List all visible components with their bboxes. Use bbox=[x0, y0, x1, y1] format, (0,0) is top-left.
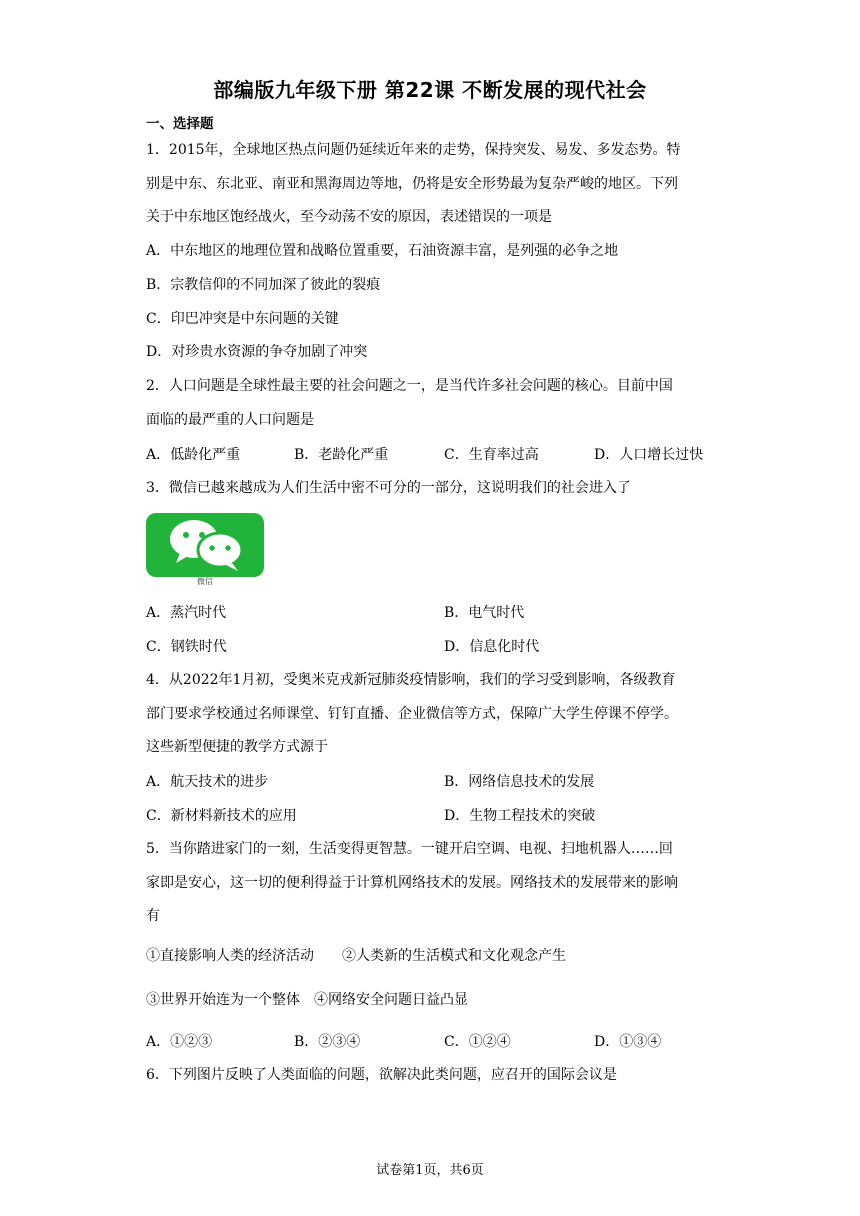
q5-option-b: B．②③④ bbox=[294, 1034, 361, 1050]
q5-stem-line-3: 有 bbox=[146, 908, 160, 924]
q2-option-b: B．老龄化严重 bbox=[294, 447, 389, 463]
q2-option-a: A．低龄化严重 bbox=[146, 447, 241, 463]
q5-option-a: A．①②③ bbox=[146, 1034, 213, 1050]
q2-option-c: C．生育率过高 bbox=[444, 447, 539, 463]
q1-option-d: D．对珍贵水资源的争夺加剧了冲突 bbox=[146, 344, 368, 360]
q4-option-c: C．新材料新技术的应用 bbox=[146, 808, 297, 824]
q1-option-c: C．印巴冲突是中东问题的关键 bbox=[146, 311, 339, 327]
q6-stem-line-1: 6．下列图片反映了人类面临的问题，欲解决此类问题，应召开的国际会议是 bbox=[146, 1067, 617, 1083]
q5-stem-line-2: 家即是安心，这一切的便利得益于计算机网络技术的发展。网络技术的发展带来的影响 bbox=[146, 875, 678, 891]
q2-option-d: D．人口增长过快 bbox=[594, 447, 704, 463]
q5-option-d: D．①③④ bbox=[594, 1034, 662, 1050]
q3-option-c: C．钢铁时代 bbox=[146, 639, 227, 655]
q5-items-line-1: ①直接影响人类的经济活动 ②人类新的生活模式和文化观念产生 bbox=[146, 948, 566, 964]
q3-option-b: B．电气时代 bbox=[444, 605, 525, 621]
chat-bubbles-icon bbox=[146, 513, 264, 577]
q4-option-b: B．网络信息技术的发展 bbox=[444, 774, 595, 790]
q5-items-line-2: ③世界开始连为一个整体 ④网络安全问题日益凸显 bbox=[146, 992, 468, 1008]
page-footer: 试卷第1页，共6页 bbox=[376, 1163, 484, 1178]
q5-option-c: C．①②④ bbox=[444, 1034, 511, 1050]
q1-stem-line-1: 1．2015年，全球地区热点问题仍延续近年来的走势，保持突发、易发、多发态势。特 bbox=[146, 142, 681, 158]
wechat-logo-image bbox=[146, 513, 264, 577]
wechat-logo-label: 微信 bbox=[197, 577, 213, 586]
q4-option-a: A．航天技术的进步 bbox=[146, 774, 269, 790]
page-title: 部编版九年级下册 第22课 不断发展的现代社会 bbox=[213, 78, 647, 102]
q4-stem-line-1: 4．从2022年1月初，受奥米克戎新冠肺炎疫情影响，我们的学习受到影响，各级教育 bbox=[146, 672, 676, 688]
q1-option-b: B．宗教信仰的不同加深了彼此的裂痕 bbox=[146, 277, 381, 293]
q4-stem-line-3: 这些新型便捷的教学方式源于 bbox=[146, 739, 328, 755]
q3-stem-line-1: 3．微信已越来越成为人们生活中密不可分的一部分，这说明我们的社会进入了 bbox=[146, 480, 631, 496]
q3-option-d: D．信息化时代 bbox=[444, 639, 540, 655]
q2-stem-line-2: 面临的最严重的人口问题是 bbox=[146, 412, 314, 428]
q5-stem-line-1: 5．当你踏进家门的一刻，生活变得更智慧。一键开启空调、电视、扫地机器人……回 bbox=[146, 841, 673, 857]
q1-option-a: A．中东地区的地理位置和战略位置重要，石油资源丰富，是列强的必争之地 bbox=[146, 243, 619, 259]
q3-option-a: A．蒸汽时代 bbox=[146, 605, 227, 621]
q1-stem-line-3: 关于中东地区饱经战火，至今动荡不安的原因，表述错误的一项是 bbox=[146, 209, 552, 225]
q1-stem-line-2: 别是中东、东北亚、南亚和黑海周边等地，仍将是安全形势最为复杂严峻的地区。下列 bbox=[146, 176, 678, 192]
section-heading: 一、选择题 bbox=[146, 116, 214, 132]
q2-stem-line-1: 2．人口问题是全球性最主要的社会问题之一，是当代许多社会问题的核心。目前中国 bbox=[146, 378, 673, 394]
q4-option-d: D．生物工程技术的突破 bbox=[444, 808, 596, 824]
q4-stem-line-2: 部门要求学校通过名师课堂、钉钉直播、企业微信等方式，保障广大学生停课不停学。 bbox=[146, 706, 678, 722]
